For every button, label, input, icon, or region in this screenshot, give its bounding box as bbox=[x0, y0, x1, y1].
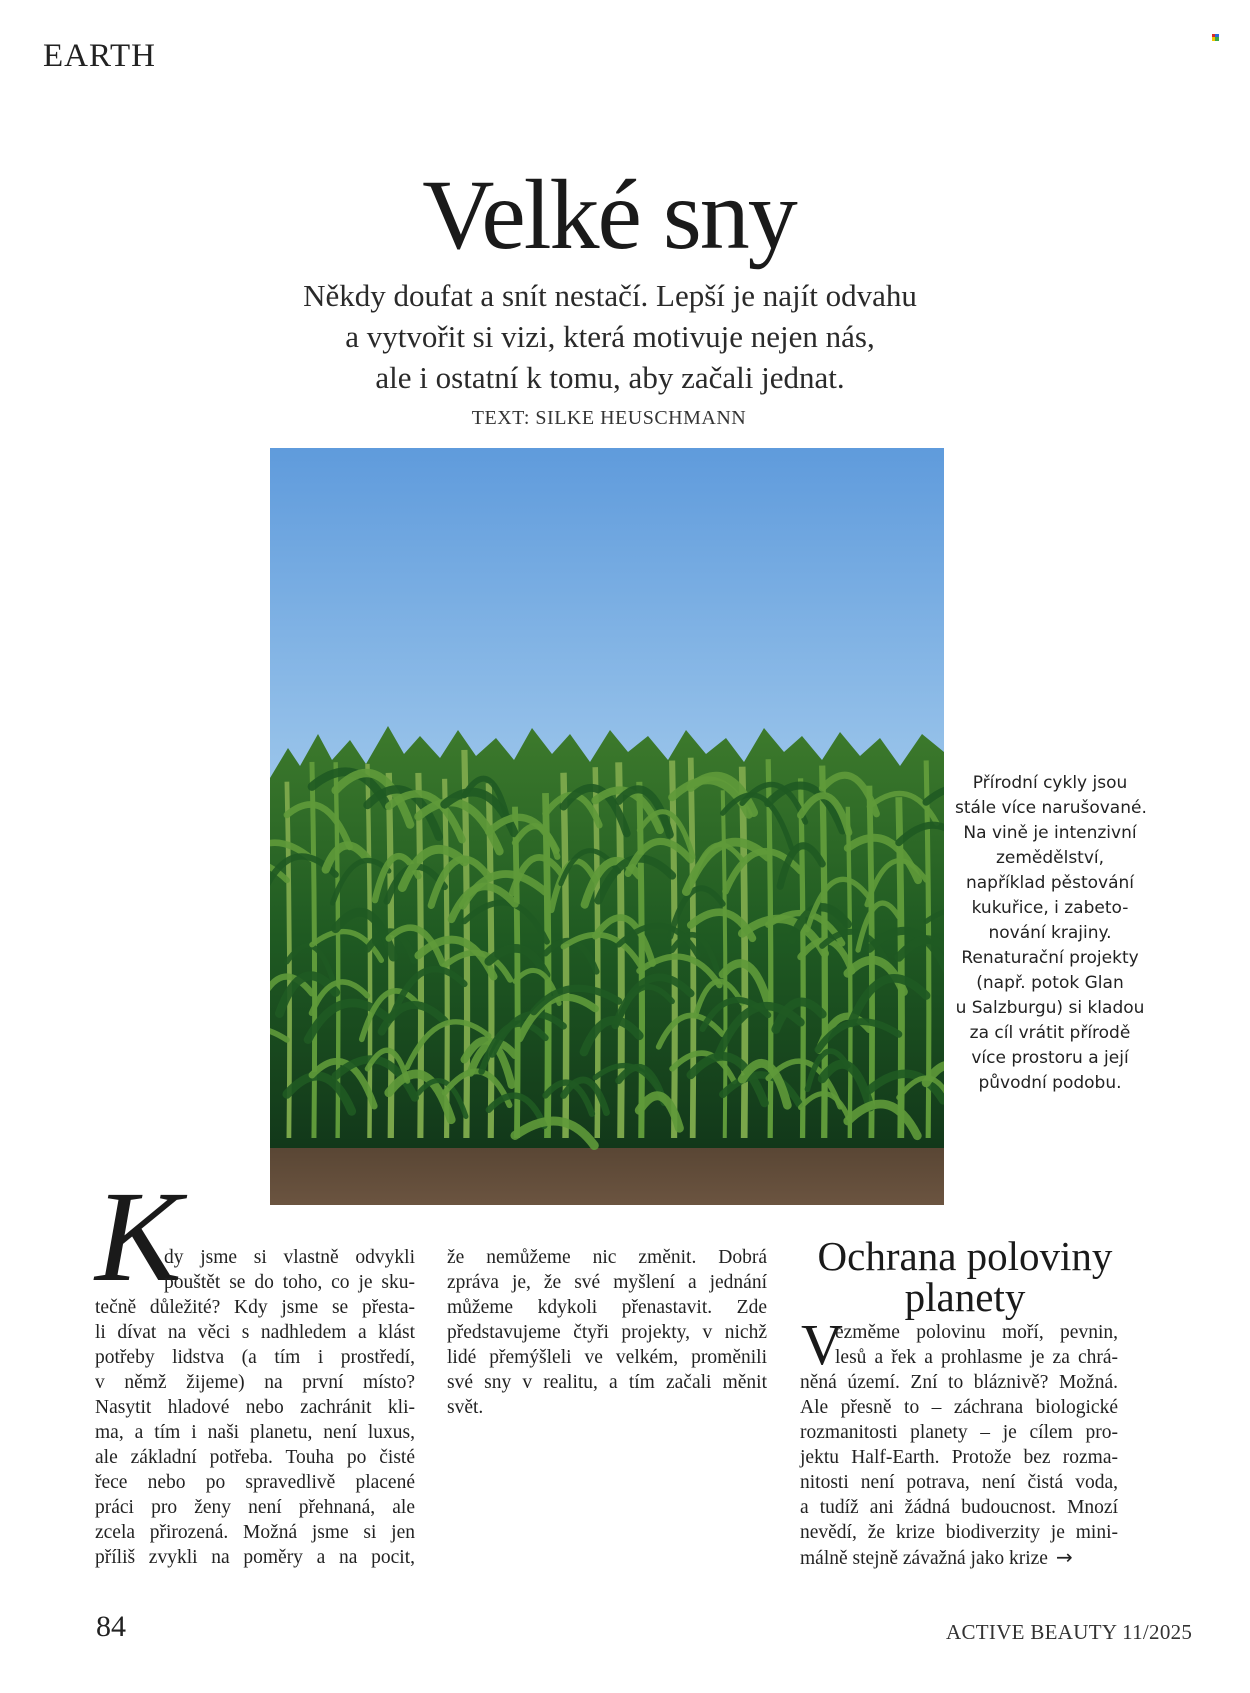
caption-line: Na vině je intenzivní bbox=[963, 823, 1137, 843]
caption-line: nování krajiny. bbox=[988, 923, 1112, 943]
body-line: dy jsme si vlastně odvykli bbox=[164, 1247, 415, 1268]
body-line: Nasytit hladové nebo zachránit kli- bbox=[95, 1397, 415, 1418]
lead-line: ale i ostatní k tomu, aby začali jednat. bbox=[375, 360, 845, 395]
body-line: ale základní potřeba. Touha po čisté bbox=[95, 1447, 415, 1468]
caption-line: původní podobu. bbox=[978, 1073, 1122, 1093]
article-lead bbox=[200, 275, 1020, 398]
body-line: nevědí, že krize biodiverzity je mini- bbox=[800, 1522, 1118, 1543]
body-line: svět. bbox=[447, 1397, 484, 1418]
magazine-issue: ACTIVE BEAUTY 11/2025 bbox=[946, 1620, 1193, 1644]
caption-line: kukuřice, i zabeto- bbox=[971, 898, 1129, 918]
body-line: jektu Half-Earth. Protože bez rozma- bbox=[800, 1447, 1118, 1468]
column-1-body bbox=[95, 1295, 415, 1570]
corn-stalk bbox=[768, 759, 771, 1138]
body-line: můžeme kdykoli přenastavit. Zde bbox=[447, 1297, 767, 1318]
body-line: představujeme čtyři projekty, v nichž bbox=[447, 1322, 767, 1343]
body-line-text: málně stejně závažná jako krize bbox=[800, 1548, 1048, 1569]
body-line: pouštět se do toho, co je sku- bbox=[164, 1272, 415, 1293]
lead-line: a vytvořit si vizi, která motivuje nejen nás, bbox=[345, 319, 875, 354]
body-line: ma, a tím i naši planetu, není luxus, bbox=[95, 1422, 415, 1443]
caption-line: zemědělství, bbox=[995, 848, 1105, 868]
caption-line: například pěstování bbox=[965, 873, 1135, 893]
body-line-final bbox=[800, 1545, 1118, 1571]
color-registration-mark bbox=[1212, 34, 1219, 41]
body-line: zpráva je, že své myšlení a jednání bbox=[447, 1272, 767, 1293]
body-line: ezměme polovinu moří, pevnin, bbox=[835, 1322, 1118, 1343]
body-line: že nemůžeme nic změnit. Dobrá bbox=[447, 1247, 767, 1268]
body-line: své sny v realitu, a tím začali měnit bbox=[447, 1372, 767, 1393]
caption-line: Renaturační projekty bbox=[961, 948, 1139, 968]
body-line: Ale přesně to – záchrana biologické bbox=[800, 1397, 1118, 1418]
subhead-line: planety bbox=[904, 1274, 1026, 1320]
body-line: nitosti není potrava, není čistá voda, bbox=[800, 1472, 1118, 1493]
column-2-body bbox=[447, 1245, 767, 1420]
body-line: práci pro ženy není přehnaná, ale bbox=[95, 1497, 415, 1518]
corn-stalk bbox=[545, 793, 548, 1138]
body-line: li dívat na věci s nadhledem a klást bbox=[95, 1322, 415, 1343]
byline: TEXT: SILKE HEUSCHMANN bbox=[471, 407, 747, 429]
article-title: Velké sny bbox=[422, 159, 796, 270]
section-label: EARTH bbox=[43, 38, 157, 74]
caption-line: za cíl vrátit přírodě bbox=[969, 1023, 1131, 1043]
page-number: 84 bbox=[96, 1610, 126, 1643]
caption-line: Přírodní cykly jsou bbox=[972, 773, 1128, 793]
body-line: rozmanitosti planety – je cílem pro- bbox=[800, 1422, 1118, 1443]
drop-cap: K bbox=[95, 1165, 182, 1309]
body-line: lesů a řek a prohlasme je za chrá- bbox=[835, 1347, 1118, 1368]
body-line: potřeby lidstva (a tím i prostředí, bbox=[95, 1347, 415, 1368]
column-1-intro bbox=[164, 1245, 415, 1295]
body-line: zcela přirozená. Možná jsme si jen bbox=[95, 1522, 415, 1543]
subhead-line: Ochrana poloviny bbox=[817, 1233, 1113, 1279]
caption-line: stále více narušované. bbox=[955, 798, 1147, 818]
cornfield-photo bbox=[270, 448, 944, 1205]
caption-line: u Salzburgu) si kladou bbox=[955, 998, 1145, 1018]
photo-caption bbox=[955, 771, 1145, 1096]
body-line: v němž žijeme) na první místo? bbox=[95, 1372, 415, 1393]
body-line: lidé přemýšleli ve velkém, proměnili bbox=[447, 1347, 767, 1368]
body-line: něná území. Zní to bláznivě? Možná. bbox=[800, 1372, 1118, 1393]
body-line: a tudíž ani žádná budoucnost. Mnozí bbox=[800, 1497, 1118, 1518]
body-line: řece nebo po spravedlivě placené bbox=[95, 1472, 415, 1493]
caption-line: více prostoru a její bbox=[971, 1048, 1129, 1068]
caption-line: (např. potok Glan bbox=[976, 973, 1124, 993]
continue-arrow-icon: → bbox=[1055, 1545, 1073, 1569]
body-line: příliš zvykli na poměry a na pocit, bbox=[95, 1547, 415, 1568]
drop-cap: V bbox=[801, 1312, 843, 1377]
body-line: tečně důležité? Kdy jsme se přesta- bbox=[95, 1297, 415, 1318]
lead-line: Někdy doufat a snít nestačí. Lepší je najít odvahu bbox=[303, 278, 917, 313]
column-3-intro bbox=[835, 1320, 1118, 1370]
corn-stalk bbox=[515, 807, 518, 1138]
column-3-body bbox=[800, 1370, 1118, 1571]
section-subhead bbox=[800, 1233, 1130, 1320]
